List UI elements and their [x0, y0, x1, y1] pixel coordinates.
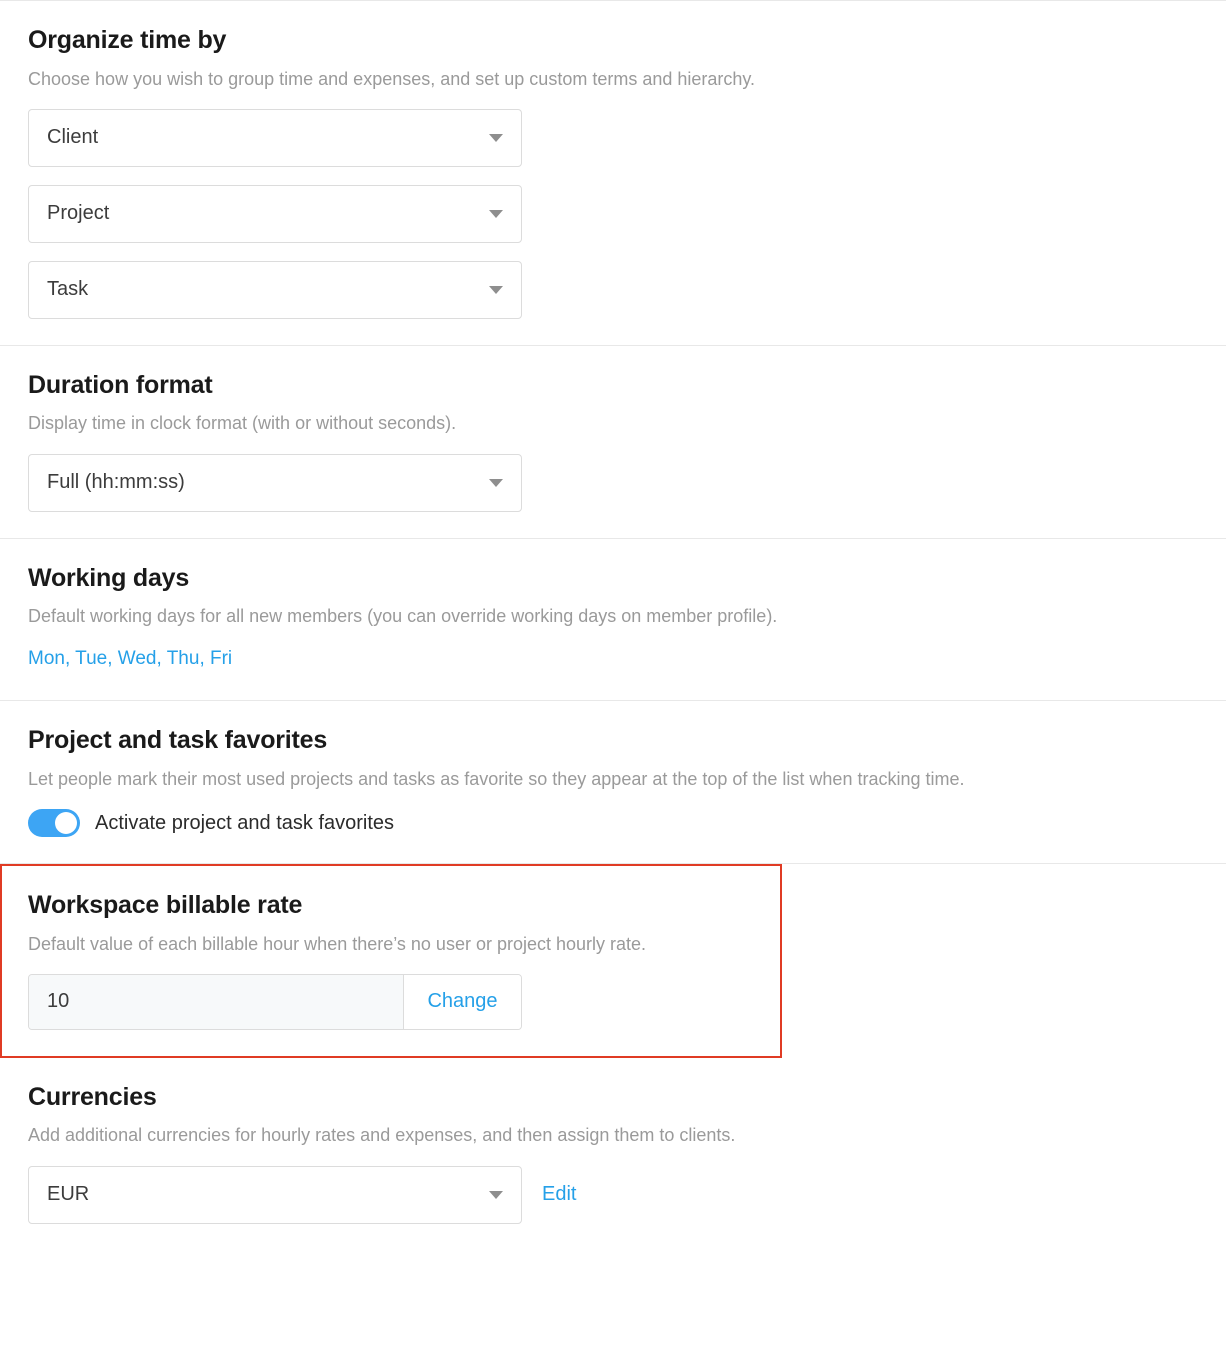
duration-format-select[interactable]: [28, 454, 522, 512]
section-project-task-favorites: [0, 701, 1226, 864]
section-currencies: [0, 1058, 1226, 1250]
working-days-value-link[interactable]: Mon, Tue, Wed, Thu, Fri: [28, 648, 233, 670]
currencies-row: [28, 1166, 1198, 1224]
organize-level-2-value: Project: [47, 202, 110, 225]
section-organize-time-by: [0, 1, 1226, 346]
currencies-description: Add additional currencies for hourly rates and expenses, and then assign them to clients.: [28, 1125, 736, 1146]
workspace-billable-rate-change-button[interactable]: Change: [403, 975, 521, 1029]
section-duration-format: [0, 346, 1226, 539]
duration-format-value: Full (hh:mm:ss): [47, 471, 185, 494]
currency-value: EUR: [47, 1183, 90, 1206]
project-task-favorites-title: Project and task favorites: [28, 726, 328, 755]
chevron-down-icon: [489, 134, 503, 142]
duration-format-title: Duration format: [28, 370, 213, 399]
working-days-title: Working days: [28, 563, 190, 592]
organize-level-1-select[interactable]: [28, 109, 522, 167]
project-task-favorites-description: Let people mark their most used projects and tasks as favorite so they appear at the top of the list when tracking time.: [28, 768, 965, 789]
workspace-billable-rate-title: Workspace billable rate: [28, 891, 303, 920]
section-working-days: [0, 539, 1226, 702]
organize-level-3-select[interactable]: [28, 261, 522, 319]
workspace-billable-rate-input[interactable]: [29, 975, 403, 1029]
section-workspace-billable-rate: [0, 864, 782, 1058]
working-days-description: Default working days for all new members (you can override working days on member profile).: [28, 606, 778, 627]
project-task-favorites-toggle-label: Activate project and task favorites: [95, 811, 395, 834]
chevron-down-icon: [489, 479, 503, 487]
currency-select[interactable]: [28, 1166, 522, 1224]
duration-format-description: Display time in clock format (with or without seconds).: [28, 413, 457, 434]
workspace-billable-rate-description: Default value of each billable hour when there’s no user or project hourly rate.: [28, 933, 647, 954]
organize-level-3-value: Task: [47, 278, 89, 301]
project-task-favorites-toggle[interactable]: [28, 809, 80, 837]
chevron-down-icon: [489, 286, 503, 294]
organize-time-by-title: Organize time by: [28, 26, 227, 54]
currencies-edit-link[interactable]: Edit: [542, 1183, 577, 1206]
project-task-favorites-toggle-row: [28, 809, 1198, 837]
workspace-billable-rate-row: [28, 974, 522, 1030]
organize-level-1-value: Client: [47, 126, 99, 149]
organize-level-2-select[interactable]: [28, 185, 522, 243]
chevron-down-icon: [489, 210, 503, 218]
organize-time-by-description: Choose how you wish to group time and expenses, and set up custom terms and hierarchy.: [28, 68, 756, 89]
chevron-down-icon: [489, 1191, 503, 1199]
currencies-title: Currencies: [28, 1082, 157, 1111]
toggle-knob: [55, 812, 77, 834]
